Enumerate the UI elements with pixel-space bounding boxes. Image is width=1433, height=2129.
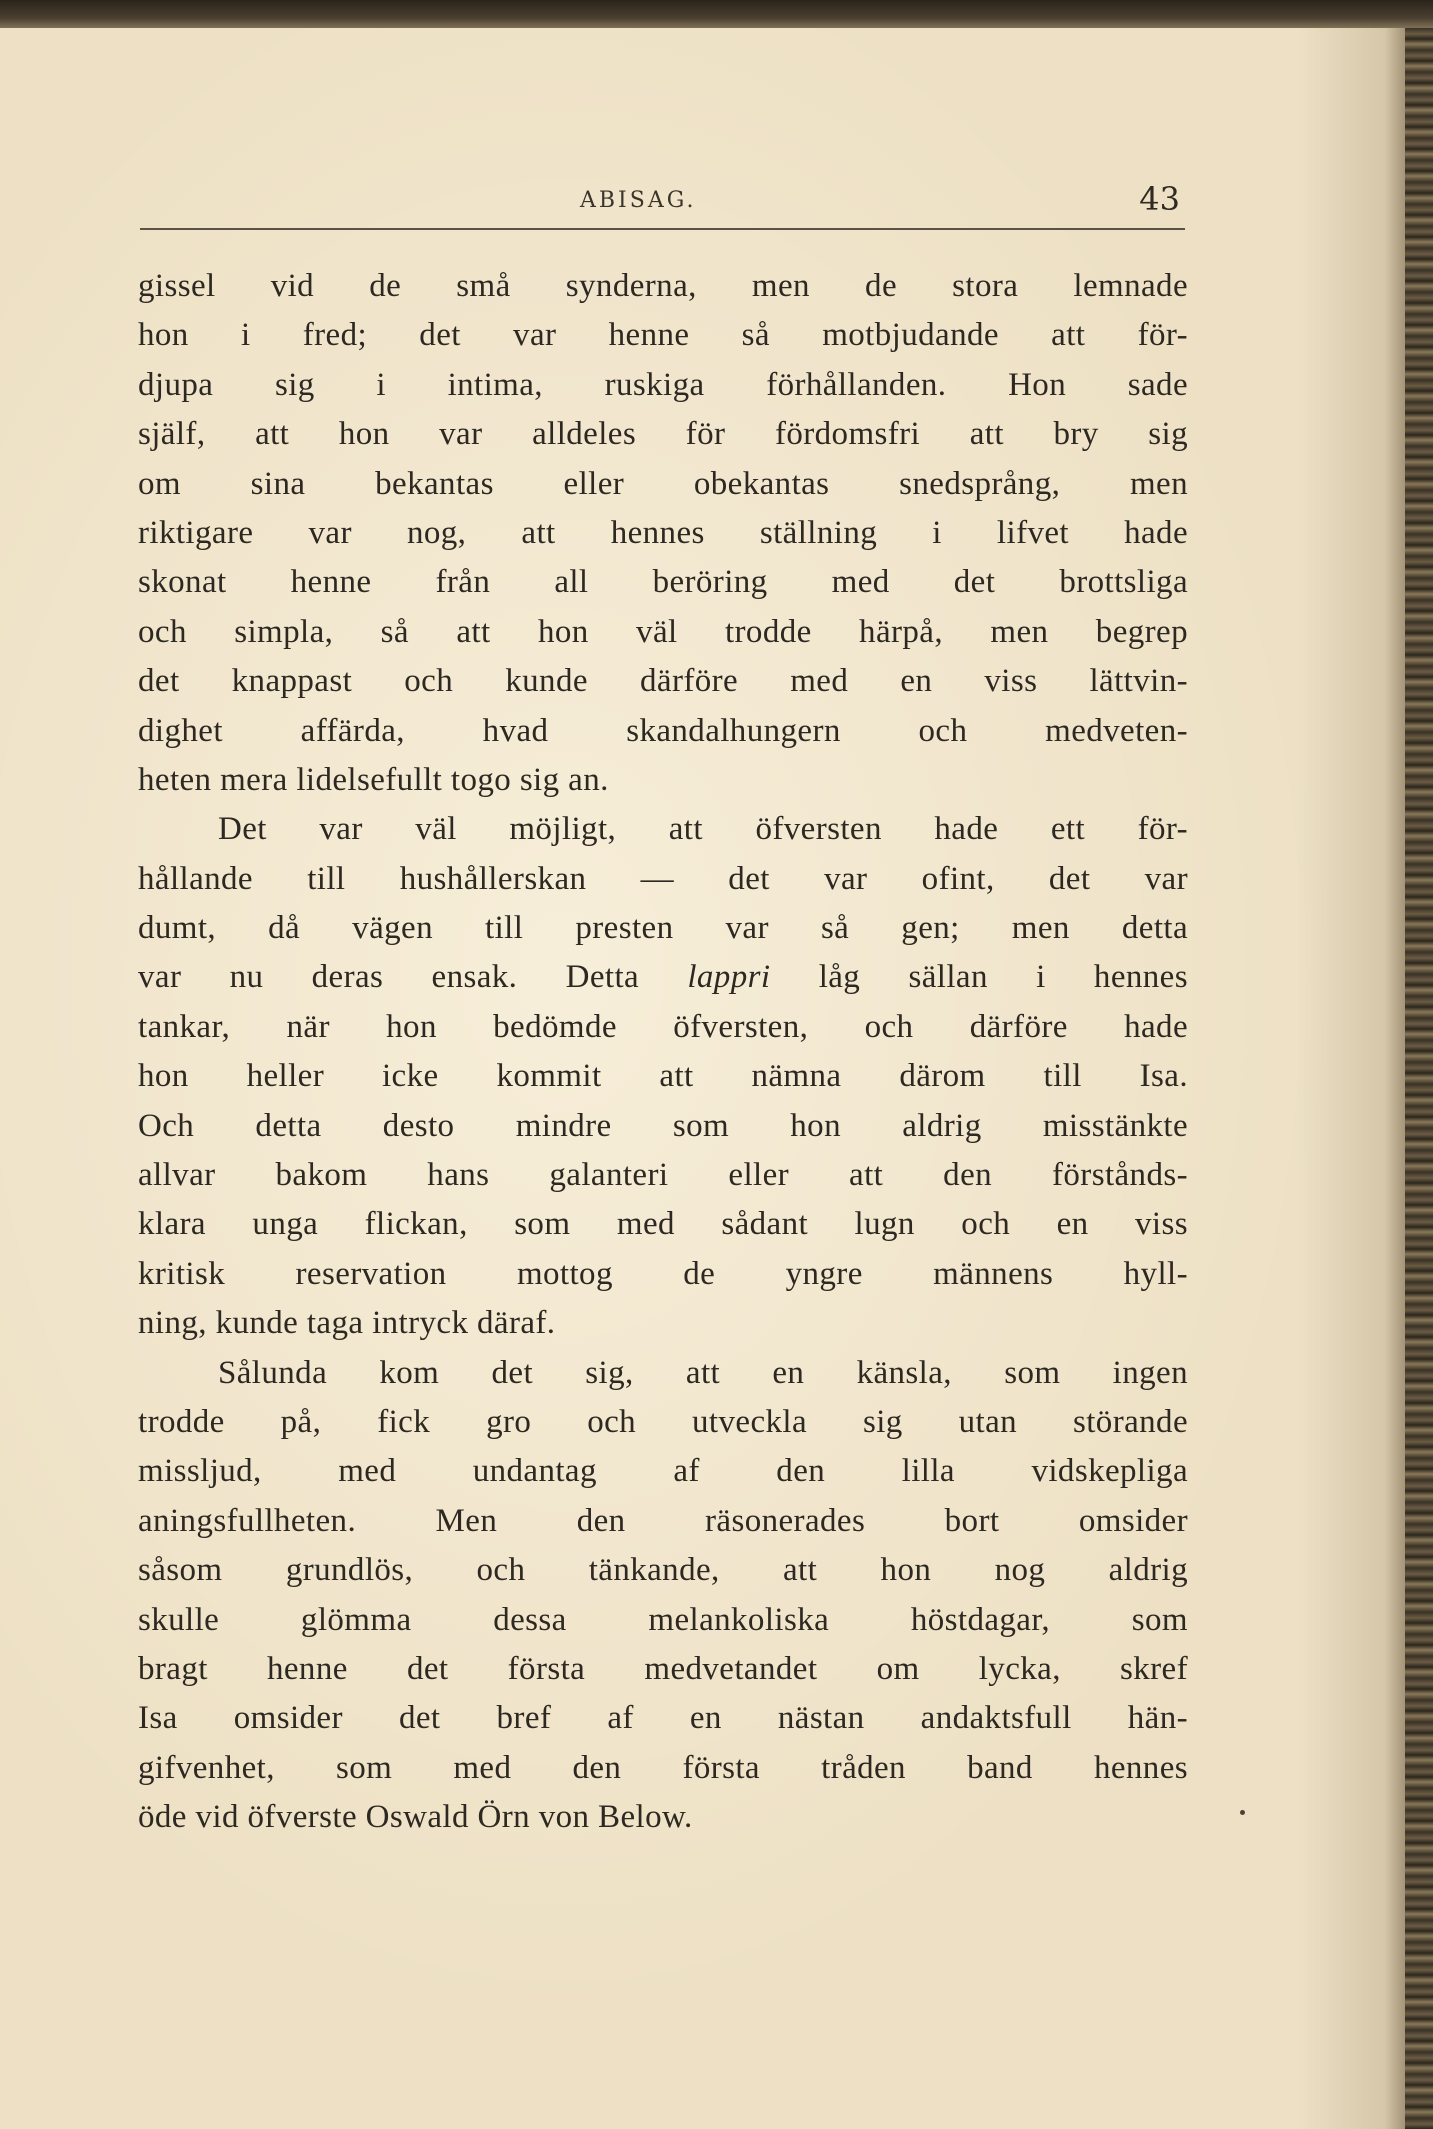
text-line: klara unga flickan, som med sådant lugn och en viss [138, 1206, 1188, 1243]
italic-word: lappri [687, 959, 771, 996]
text-line: Och detta desto mindre som hon aldrig misstänkte [138, 1107, 1188, 1144]
text-line: Isa omsider det bref af en nästan andaktsfull hän- [138, 1700, 1188, 1737]
text-line: ning, kunde taga intryck däraf. [138, 1305, 556, 1342]
text-line: öde vid öfverste Oswald Örn von Below. [138, 1799, 693, 1836]
text-line: dumt, då vägen till presten var så gen; men detta [138, 910, 1188, 947]
text-line: Sålunda kom det sig, att en känsla, som ingen [218, 1354, 1188, 1391]
text-line: gissel vid de små synderna, men de stora lemnade [138, 268, 1188, 304]
text-line: såsom grundlös, och tänkande, att hon nog aldrig [138, 1552, 1188, 1589]
page-header [140, 178, 1190, 228]
text-line: själf, att hon var alldeles för fördomsfri att bry sig [138, 416, 1188, 453]
text-segment: var nu deras ensak. Detta [138, 959, 640, 996]
text-line: hon i fred; det var henne så motbjudande att för- [138, 317, 1188, 354]
text-line: om sina bekantas eller obekantas snedsprång, men [138, 465, 1188, 502]
text-line: aningsfullheten. Men den räsonerades bort omsider [138, 1502, 1188, 1539]
body-text [138, 262, 1188, 1843]
text-line: och simpla, så att hon väl trodde härpå, men begrep [138, 613, 1188, 650]
text-line: gifvenhet, som med den första tråden band hennes [138, 1749, 1188, 1786]
text-line: trodde på, fick gro och utveckla sig utan störande [138, 1403, 1188, 1440]
book-right-edge [1405, 28, 1433, 2129]
text-line: dighet affärda, hvad skandalhungern och medveten- [138, 712, 1188, 749]
text-line: missljud, med undantag af den lilla vidskepliga [138, 1453, 1188, 1490]
print-speck [1240, 1810, 1245, 1815]
text-line: tankar, när hon bedömde öfversten, och därföre hade [138, 1008, 1188, 1045]
text-line: heten mera lidelsefullt togo sig an. [138, 761, 609, 798]
text-line: skulle glömma dessa melankoliska höstdagar, som [138, 1601, 1188, 1638]
text-line: hon heller icke kommit att nämna därom till Isa. [138, 1058, 1188, 1095]
text-line: djupa sig i intima, ruskiga förhållanden. Hon sade [138, 366, 1188, 403]
running-head: ABISAG. [580, 188, 697, 213]
text-line: allvar bakom hans galanteri eller att den förstånds- [138, 1157, 1188, 1194]
text-line: Det var väl möjligt, att öfversten hade ett för- [218, 811, 1188, 848]
text-line: riktigare var nog, att hennes ställning i lifvet hade [138, 514, 1188, 551]
book-top-edge [0, 0, 1433, 30]
text-line: kritisk reservation mottog de yngre männens hyll- [138, 1255, 1188, 1292]
text-segment: låg sällan i hennes [818, 959, 1188, 996]
text-line: skonat henne från all beröring med det brottsliga [138, 564, 1188, 601]
text-line: bragt henne det första medvetandet om lycka, skref [138, 1650, 1188, 1687]
gutter-shadow [1385, 28, 1407, 2129]
page-number: 43 [1139, 180, 1180, 218]
header-rule [140, 228, 1185, 230]
text-line: det knappast och kunde därföre med en viss lättvin- [138, 663, 1188, 700]
text-line: hållande till hushållerskan — det var ofint, det var [138, 860, 1188, 897]
text-line-with-italic [138, 953, 1188, 1002]
